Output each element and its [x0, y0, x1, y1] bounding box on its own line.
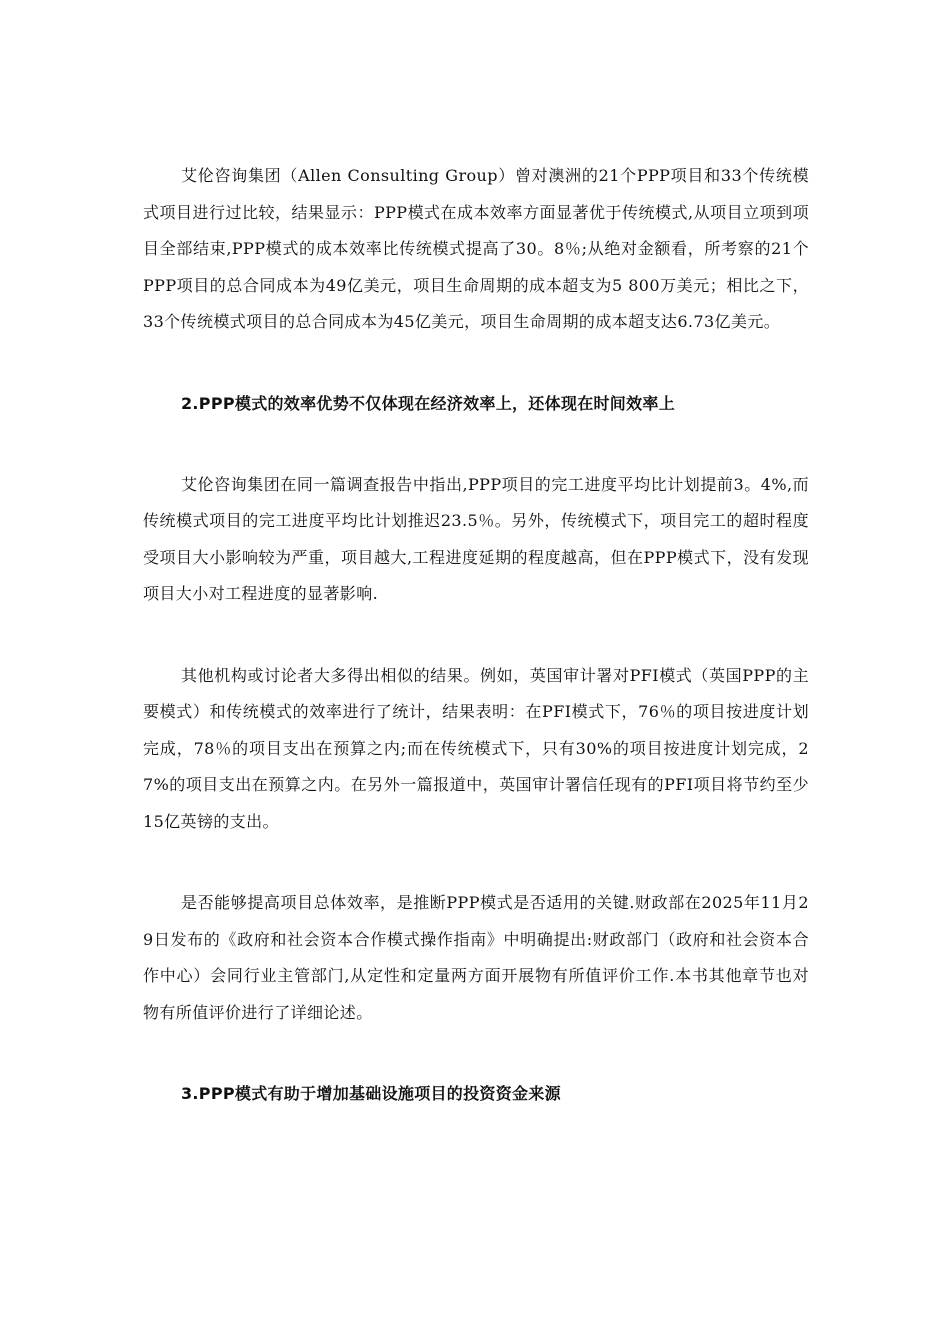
paragraph-allen-cost-efficiency: 艾伦咨询集团（Allen Consulting Group）曾对澳洲的21个PPP项目和33个传统模式项目进行过比较，结果显示：PPP模式在成本效率方面显著优于传统模式,从项目立项到项目全部结束,PPP模式的成本效率比传统模式提高了30。8％;从绝对金额看，所考察的21个PPP项目的总合同成本为49亿美元，项目生命周期的成本超支为5 800万美元；相比之下，33个传统模式项目的总合同成本为45亿美元，项目生命周期的成本超支达6.73亿美元。: [143, 166, 809, 331]
paragraph-uk-audit-office: 其他机构或讨论者大多得出相似的结果。例如，英国审计署对PFI模式（英国PPP的主要模式）和传统模式的效率进行了统计，结果表明：在PFI模式下，76％的项目按进度计划完成，78％的项目支出在预算之内;而在传统模式下，只有30%的项目按进度计划完成，27%的项目支出在预算之内。在另外一篇报道中，英国审计署信任现有的PFI项目将节约至少15亿英镑的支出。: [143, 665, 809, 831]
paragraph-spacer: [143, 613, 809, 658]
document-body: [143, 158, 809, 1112]
paragraph-spacer: [143, 840, 809, 885]
section-heading-time-efficiency: 2.PPP模式的效率优势不仅体现在经济效率上，还体现在时间效率上: [181, 393, 675, 413]
paragraph-value-for-money: 是否能够提高项目总体效率，是推断PPP模式是否适用的关键.财政部在2025年11月29日发布的《政府和社会资本合作模式操作指南》中明确提出:财政部门（政府和社会资本合作中心）会同行业主管部门,从定性和定量两方面开展物有所值评价工作.本书其他章节也对物有所值评价进行了详细论述。: [143, 893, 809, 1022]
paragraph-allen-schedule: 艾伦咨询集团在同一篇调查报告中指出,PPP项目的完工进度平均比计划提前3。4%,而传统模式项目的完工进度平均比计划推迟23.5％。另外，传统模式下，项目完工的超时程度受项目大小影响较为严重，项目越大,工程进度延期的程度越高，但在PPP模式下，没有发现项目大小对工程进度的显著影响.: [143, 474, 809, 603]
paragraph-spacer: [143, 422, 809, 467]
paragraph-spacer: [143, 1031, 809, 1076]
section-heading-funding-sources: 3.PPP模式有助于增加基础设施项目的投资资金来源: [181, 1084, 561, 1103]
paragraph-spacer: [143, 341, 809, 386]
